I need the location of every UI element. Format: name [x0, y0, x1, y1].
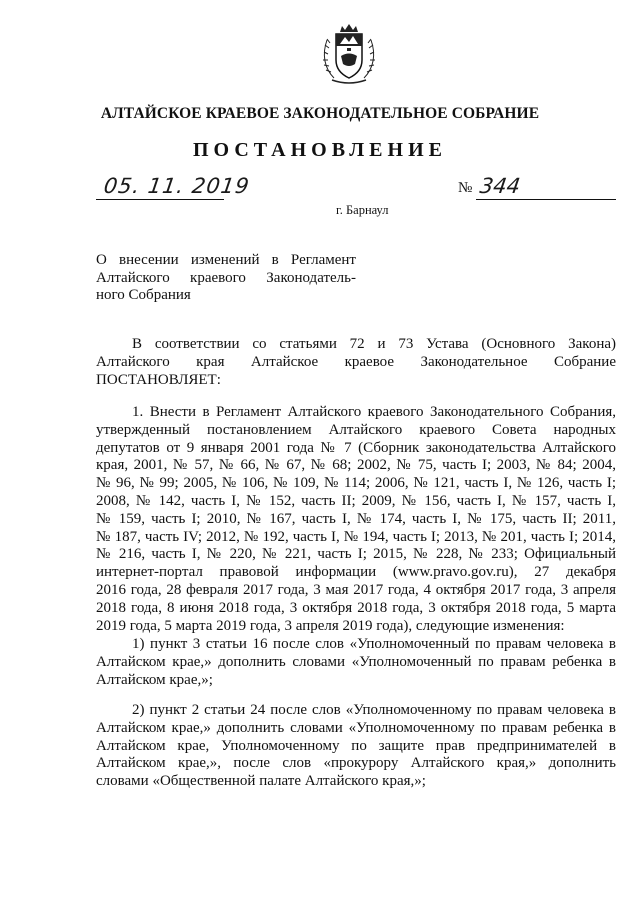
text-line: № 216, часть I, № 220, № 221, часть I; 2015, № 228, № 233; Официальный: [96, 546, 616, 563]
city-label: г. Барнаул: [336, 203, 389, 217]
number-underline: [476, 199, 616, 200]
subject-line: О внесении изменений в Регламент: [96, 252, 356, 268]
document-subject: [96, 252, 356, 305]
text-line: 2008, № 142, часть I, № 152, часть II; 2009, № 156, часть I, № 157, часть I,: [96, 492, 616, 509]
date-underline: [96, 199, 224, 200]
text-line: № 96, № 99; 2005, № 106, № 109, № 114; 2006, № 121, часть I, № 126, часть I;: [96, 475, 616, 492]
subitem-1-paragraph: [96, 636, 616, 689]
text-line: 2018 года, 8 июня 2018 года, 3 октября 2018 года, 3 октября 2018 года, 5 марта: [96, 599, 616, 616]
text-line: Алтайском крае,» дополнить словами «Уполномоченный по правам ребенка в: [96, 653, 616, 670]
text-line: ПОСТАНОВЛЯЕТ:: [96, 371, 221, 388]
text-line: 2016 года, 28 февраля 2017 года, 3 мая 2017 года, 4 октября 2017 года, 3 апреля: [96, 581, 616, 598]
text-line: 2019 года, 5 марта 2019 года, 3 апреля 2019 года), следующие изменения:: [96, 617, 565, 634]
text-line: Алтайском крае,», после слов «прокурору Алтайского края,» дополнить: [96, 755, 616, 772]
subject-line: Алтайского краевого Законодатель-: [96, 269, 356, 286]
text-line: 2) пункт 2 статьи 24 после слов «Уполномоченному по правам человека в: [132, 702, 616, 718]
text-line: Алтайском крае, Уполномоченному по защите прав предпринимателей в: [96, 737, 616, 754]
text-line: № 159, часть I; 2010, № 167, часть I, № 174, часть I, № 175, часть II; 2011,: [96, 510, 616, 527]
document-type-title: ПОСТАНОВЛЕНИЕ: [193, 139, 447, 161]
item-1-paragraph: [96, 404, 616, 635]
text-line: В соответствии со статьями 72 и 73 Устава (Основного Закона): [132, 336, 616, 352]
organization-name: АЛТАЙСКОЕ КРАЕВОЕ ЗАКОНОДАТЕЛЬНОЕ СОБРАНИЕ: [100, 105, 540, 122]
handwritten-date: 05. 11. 2019: [102, 174, 252, 198]
text-line: края, 2001, № 57, № 66, № 67, № 68; 2002, № 75, часть I; 2003, № 84; 2004,: [96, 457, 616, 474]
text-line: 1) пункт 3 статьи 16 после слов «Уполномоченный по правам человека в: [132, 636, 616, 652]
text-line: интернет-портал правовой информации (www.pravo.gov.ru), 27 декабря: [96, 564, 616, 581]
text-line: утвержденный постановлением Алтайского краевого Совета народных: [96, 421, 616, 438]
text-line: словами «Общественной палате Алтайского края,»;: [96, 773, 426, 790]
subitem-2-paragraph: [96, 702, 616, 791]
preamble-paragraph: [96, 336, 616, 389]
number-label: №: [458, 180, 473, 196]
coat-of-arms-emblem-icon: [318, 20, 380, 88]
text-line: № 187, часть IV; 2012, № 192, часть I, № 194, часть I; 2013, № 201, часть I; 2014,: [96, 528, 616, 545]
text-line: депутатов от 9 января 2001 года № 7 (Сборник законодательства Алтайского: [96, 439, 616, 456]
text-line: Алтайском крае,» дополнить словами «Уполномоченному по правам ребенка в: [96, 719, 616, 736]
text-line: Алтайского края Алтайское краевое Законодательное Собрание: [96, 353, 616, 370]
handwritten-number: 344: [478, 174, 522, 198]
text-line: Алтайском крае,»;: [96, 671, 213, 688]
subject-line: ного Собрания: [96, 287, 191, 303]
text-line: 1. Внести в Регламент Алтайского краевого Законодательного Собрания,: [132, 404, 616, 420]
